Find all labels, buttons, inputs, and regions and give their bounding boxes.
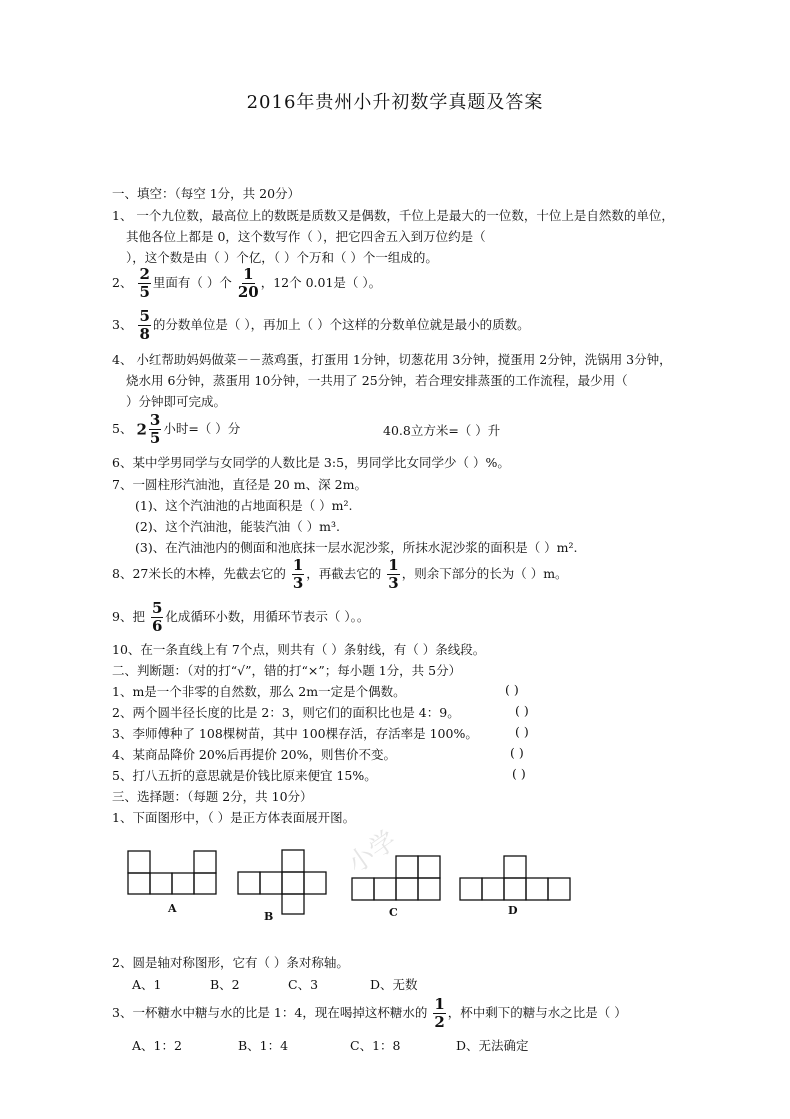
q8 xyxy=(112,557,568,592)
fraction-1-3-a: $\frac{1}{3}$ xyxy=(292,556,304,592)
q2 xyxy=(112,266,381,301)
judge-item-3: 3、李师傅种了 108棵树苗，其中 100棵存活，存活率是 100%。 xyxy=(112,726,478,741)
choice-q3-opt-b: B、1：4 xyxy=(238,1038,289,1053)
fraction-1-20: $\frac{1}{20}$ xyxy=(237,265,259,301)
q8-pre: 8、27米长的木棒，先截去它的 xyxy=(112,566,286,581)
q4-line-a: 4、 小红帮助妈妈做菜－－蒸鸡蛋，打蛋用 1分钟，切葱花用 3分钟，搅蛋用 2分钟，洗锅用 3分钟， xyxy=(112,352,672,367)
page-title: 2016年贵州小升初数学真题及答案 xyxy=(246,92,544,113)
judge-paren-5: ( ) xyxy=(512,766,526,781)
q5-b: 40.8立方米=（ ）升 xyxy=(383,423,501,438)
choice-q3 xyxy=(112,996,627,1031)
section-1-header: 一、填空：（每空 1分，共 20分） xyxy=(112,186,301,201)
fraction-5-6: $\frac{5}{6}$ xyxy=(151,599,163,635)
choice-q3-post: ，杯中剩下的糖与水之比是（ ） xyxy=(447,1005,627,1020)
choice-q3-pre: 3、一杯糖水中糖与水的比是 1：4，现在喝掉这杯糖水的 xyxy=(112,1005,428,1020)
cube-net-d xyxy=(458,854,572,904)
q9-pre: 9、把 xyxy=(112,609,145,624)
q7: 7、一圆柱形汽油池，直径是 20 m、深 2m。 xyxy=(112,477,367,492)
choice-q2: 2、圆是轴对称图形，它有（ ）条对称轴。 xyxy=(112,955,349,970)
fraction-5-8: $\frac{5}{8}$ xyxy=(139,307,150,343)
judge-paren-1: ( ) xyxy=(505,682,519,697)
q7-2: (2)、这个汽油池，能装汽油（ ）m³. xyxy=(135,519,341,534)
q5 xyxy=(112,412,240,447)
judge-item-4: 4、某商品降价 20%后再提价 20%，则售价不变。 xyxy=(112,747,396,762)
net-label-c: C xyxy=(389,906,398,919)
fraction-2-5: $\frac{2}{5}$ xyxy=(139,265,150,301)
choice-q2-opt-b: B、2 xyxy=(210,977,240,992)
q2-post: ，12个 0.01是（ ）。 xyxy=(260,275,382,290)
q2-number: 2、 xyxy=(112,275,133,290)
cube-net-b xyxy=(236,848,328,918)
net-label-a: A xyxy=(168,902,177,915)
q9 xyxy=(112,600,369,635)
choice-q3-opt-c: C、1：8 xyxy=(350,1038,401,1053)
fraction-3-5: $\frac{3}{5}$ xyxy=(149,411,161,447)
judge-item-5: 5、打八五折的意思就是价钱比原来便宜 15%。 xyxy=(112,768,377,783)
net-label-b: B xyxy=(264,910,274,923)
q4-line-b: 烧水用 6分钟，蒸蛋用 10分钟，一共用了 25分钟，若合理安排蒸蛋的工作流程，最少用（ xyxy=(126,373,628,388)
q2-mid: 里面有（ ）个 xyxy=(152,275,232,290)
mixed-number-whole: 2 xyxy=(136,420,147,439)
q1-line-c: ），这个数是由（ ）个亿，（ ）个万和（ ）个一组成的。 xyxy=(126,250,438,265)
choice-q2-opt-c: C、3 xyxy=(288,977,319,992)
choice-q3-opt-d: D、无法确定 xyxy=(456,1038,529,1053)
q3-number: 3、 xyxy=(112,317,133,332)
q1-line-b: 其他各位上都是 0，这个数写作（ ），把它四舍五入到万位约是（ xyxy=(126,229,486,244)
q6: 6、某中学男同学与女同学的人数比是 3:5，男同学比女同学少（ ）%。 xyxy=(112,455,510,470)
judge-paren-4: ( ) xyxy=(510,745,524,760)
cube-net-c xyxy=(350,854,442,904)
fraction-1-3-b: $\frac{1}{3}$ xyxy=(388,556,399,592)
q8-mid: ，再截去它的 xyxy=(306,566,382,581)
q7-1: (1)、这个汽油池的占地面积是（ ）m². xyxy=(135,498,353,513)
q10: 10、在一条直线上有 7个点，则共有（ ）条射线，有（ ）条线段。 xyxy=(112,642,486,657)
choice-q1: 1、下面图形中，（ ）是正方体表面展开图。 xyxy=(112,810,356,825)
q1-line-a: 1、 一个九位数，最高位上的数既是质数又是偶数，千位上是最大的一位数，十位上是自然数的单位， xyxy=(112,208,674,223)
judge-paren-2: ( ) xyxy=(515,703,529,718)
q8-post: ，则余下部分的长为（ ）m。 xyxy=(401,566,568,581)
choice-q2-opt-d: D、无数 xyxy=(370,977,418,992)
q3 xyxy=(112,308,530,343)
choice-q2-opt-a: A、1 xyxy=(132,977,162,992)
net-label-d: D xyxy=(508,904,518,917)
q3-post: 的分数单位是（ ），再加上（ ）个这样的分数单位就是最小的质数。 xyxy=(152,317,530,332)
judge-item-1: 1、m是一个非零的自然数，那么 2m一定是个偶数。 xyxy=(112,684,406,699)
section-3-header: 三、选择题：（每题 2分，共 10分） xyxy=(112,789,313,804)
q5-number: 5、 xyxy=(112,421,133,436)
judge-paren-3: ( ) xyxy=(515,724,529,739)
q5-mid: 小时=（ ）分 xyxy=(163,421,241,436)
section-2-header: 二、判断题：（对的打“√”，错的打“×”；每小题 1分，共 5分） xyxy=(112,663,462,678)
choice-q3-opt-a: A、1：2 xyxy=(132,1038,182,1053)
q4-line-c: ）分钟即可完成。 xyxy=(126,394,227,409)
watermark: 小学 xyxy=(342,825,403,880)
fraction-1-2: $\frac{1}{2}$ xyxy=(434,995,445,1031)
q7-3: (3)、在汽油池内的侧面和池底抹一层水泥沙浆，所抹水泥沙浆的面积是（ ）m². xyxy=(135,540,578,555)
q9-post: 化成循环小数，用循环节表示（ ）。。 xyxy=(165,609,370,624)
judge-item-2: 2、两个圆半径长度的比是 2：3，则它们的面积比也是 4：9。 xyxy=(112,705,460,720)
